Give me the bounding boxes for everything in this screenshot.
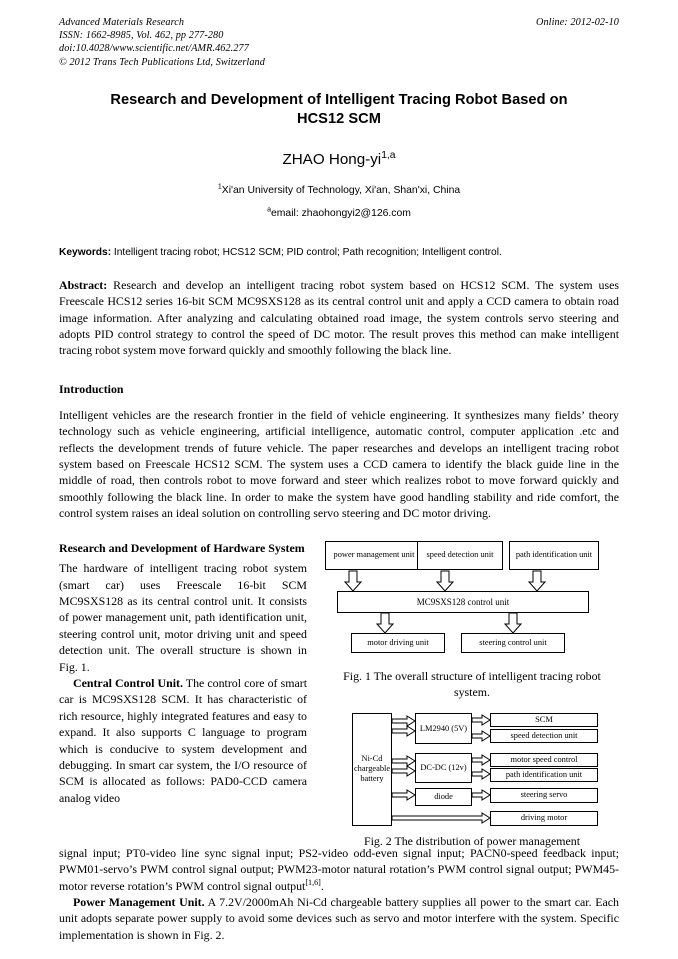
central-control-unit-text: The control core of smart car is MC9SXS128 SCM. It has characteristic of rich resource, highly integrated features and easy to expand. It also supports C language to program which is conducive to system development and debugging. In smart car system, the I/O resource of SCM is allocated as follows: PAD0-CCD camera analog video — [59, 675, 307, 805]
figure2-box-speed-detection-unit: speed detection unit — [490, 729, 598, 743]
figure1-box-steering-control: steering control unit — [461, 633, 565, 653]
figure1-box-power-management: power management unit — [325, 541, 423, 570]
figure1-box-motor-driving: motor driving unit — [351, 633, 445, 653]
hardware-heading-line-1: Research and Development of Hardware — [59, 540, 266, 555]
journal-doi: doi:10.4028/www.scientific.net/AMR.462.277 — [59, 43, 249, 55]
abstract-block — [59, 277, 619, 359]
figure-1-diagram — [325, 540, 619, 665]
keywords-block — [59, 246, 619, 260]
power-management-unit-paragraph — [59, 894, 619, 943]
figure2-box-scm: SCM — [490, 713, 598, 727]
central-control-unit-label: Central Control Unit. — [73, 675, 183, 690]
figure-2-diagram — [325, 712, 619, 830]
figure2-box-diode: diode — [415, 788, 472, 806]
io-resource-text: signal input; PT0-video line sync signal input; PS2-video odd-even signal input; PACN0-speed feedback input; PWM01-servo’s PWM control signal output; PWM23-motor natural rotation’s PWM control signal output; PWM45- motor reverse rotation’s PWM control signal output — [59, 845, 619, 893]
hardware-paragraph-1: The hardware of intelligent tracing robot system (smart car) uses Freescale 16-bit SCM MC9SXS128 as its central control unit. It consists of power management unit, path identification unit, steering control unit, motor driving unit and speed detection unit. The overall structure is shown in Fig. 1. — [59, 561, 307, 674]
abstract-text: Research and develop an intelligent tracing robot system based on HCS12 SCM. The system uses Freescale HCS12 series 16-bit SCM MC9SXS128 as its central control unit and apply a CCD camera to obtain road image information. After analyzing and calculating obtained road image, the system controls servo steering and adopts PID control strategy to control the speed of DC motor. The result proves this method can make intelligent tracing robot system move forward quickly and smoothly following the black line. — [59, 277, 619, 358]
figure-1 — [325, 540, 619, 700]
io-resource-period: . — [320, 878, 324, 893]
figure2-box-battery: Ni-Cd chargeable battery — [352, 713, 392, 826]
abstract-label: Abstract: — [59, 277, 108, 292]
power-management-unit-text: A 7.2V/2000mAh Ni-Cd chargeable battery supplies all power to the smart car. Each unit adopts separate power supply to avoid some devices such as servo and motor interfere with the system. Specific implementation is shown in Fig. 2. — [59, 894, 619, 942]
keywords-text: Intelligent tracing robot; HCS12 SCM; PID control; Path recognition; Intelligent control. — [111, 246, 502, 258]
two-column-region — [59, 540, 619, 848]
journal-name: Advanced Materials Research — [59, 17, 185, 28]
hardware-heading — [59, 540, 307, 556]
figure2-box-path-identification-unit: path identification unit — [490, 768, 598, 782]
central-control-unit-paragraph — [59, 675, 307, 806]
title-line-1: Research and Development of Intelligent Tracing Robot Based on — [110, 91, 568, 108]
hardware-heading-line-2: System — [268, 540, 305, 555]
left-column — [59, 540, 307, 807]
figure1-box-path-identification: path identification unit — [509, 541, 599, 570]
figure1-box-control-unit: MC9SXS128 control unit — [337, 591, 589, 613]
io-resource-paragraph — [59, 845, 619, 894]
power-management-unit-label: Power Management Unit. — [73, 894, 205, 909]
figure-1-caption-line-2: system. — [453, 684, 490, 699]
figure2-box-lm2940: LM2940 (5V) — [415, 713, 472, 744]
author-name: ZHAO Hong-yi — [282, 150, 382, 168]
figure-2 — [325, 712, 619, 849]
title-line-2: HCS12 SCM — [297, 110, 381, 127]
author-email-line — [59, 206, 619, 221]
author-name-superscript: 1,a — [381, 149, 396, 161]
page-title — [59, 91, 619, 129]
affiliation-superscript: 1 — [217, 183, 222, 191]
figure-1-caption-line-1: Fig. 1 The overall structure of intelligent tracing robot — [343, 668, 601, 683]
figure2-box-dcdc: DC-DC (12v) — [415, 753, 472, 783]
figure-1-caption — [325, 668, 619, 700]
journal-issn-line: ISSN: 1662-8985, Vol. 462, pp 277-280 — [59, 30, 224, 42]
author-affiliation — [59, 183, 619, 198]
email-text: email: zhaohongyi2@126.com — [271, 207, 411, 219]
affiliation-text: Xi'an University of Technology, Xi'an, Shan'xi, China — [221, 184, 461, 196]
figure1-box-speed-detection: speed detection unit — [417, 541, 503, 570]
introduction-paragraph: Intelligent vehicles are the research frontier in the field of vehicle engineering. It synthesizes many fields’ theory technology such as vehicle engineering, artificial intelligence, automatic control, computer application .etc and reflects the development trends of future vehicle. The paper researches and develops an intelligent tracing robot system based on Freescale HCS12 SCM. The system uses a CCD camera to identify the black guide line in the middle of road, then controls robot to move forward and steer which realizes robot to move forward quickly and smoothly following the black line. In order to make the system have good handling stability and ride comfort, the control system raises an ideal solution on controlling servo steering and DC motor driving. — [59, 407, 619, 521]
io-resource-citation: [1,6] — [305, 877, 321, 887]
email-superscript: a — [267, 206, 271, 214]
introduction-heading: Introduction — [59, 381, 124, 396]
figure-2-caption: Fig. 2 The distribution of power management — [363, 833, 581, 848]
figure2-box-steering-servo: steering servo — [490, 788, 598, 803]
keywords-label: Keywords: — [59, 246, 112, 258]
online-date: Online: 2012-02-10 — [535, 17, 619, 28]
right-column — [325, 540, 619, 849]
journal-copyright: © 2012 Trans Tech Publications Ltd, Switzerland — [59, 56, 265, 68]
journal-header — [59, 16, 619, 69]
figure2-box-motor-speed-control: motor speed control — [490, 753, 598, 767]
author-line — [59, 150, 619, 169]
figure2-box-driving-motor: driving motor — [490, 811, 598, 826]
page-content — [59, 16, 619, 943]
